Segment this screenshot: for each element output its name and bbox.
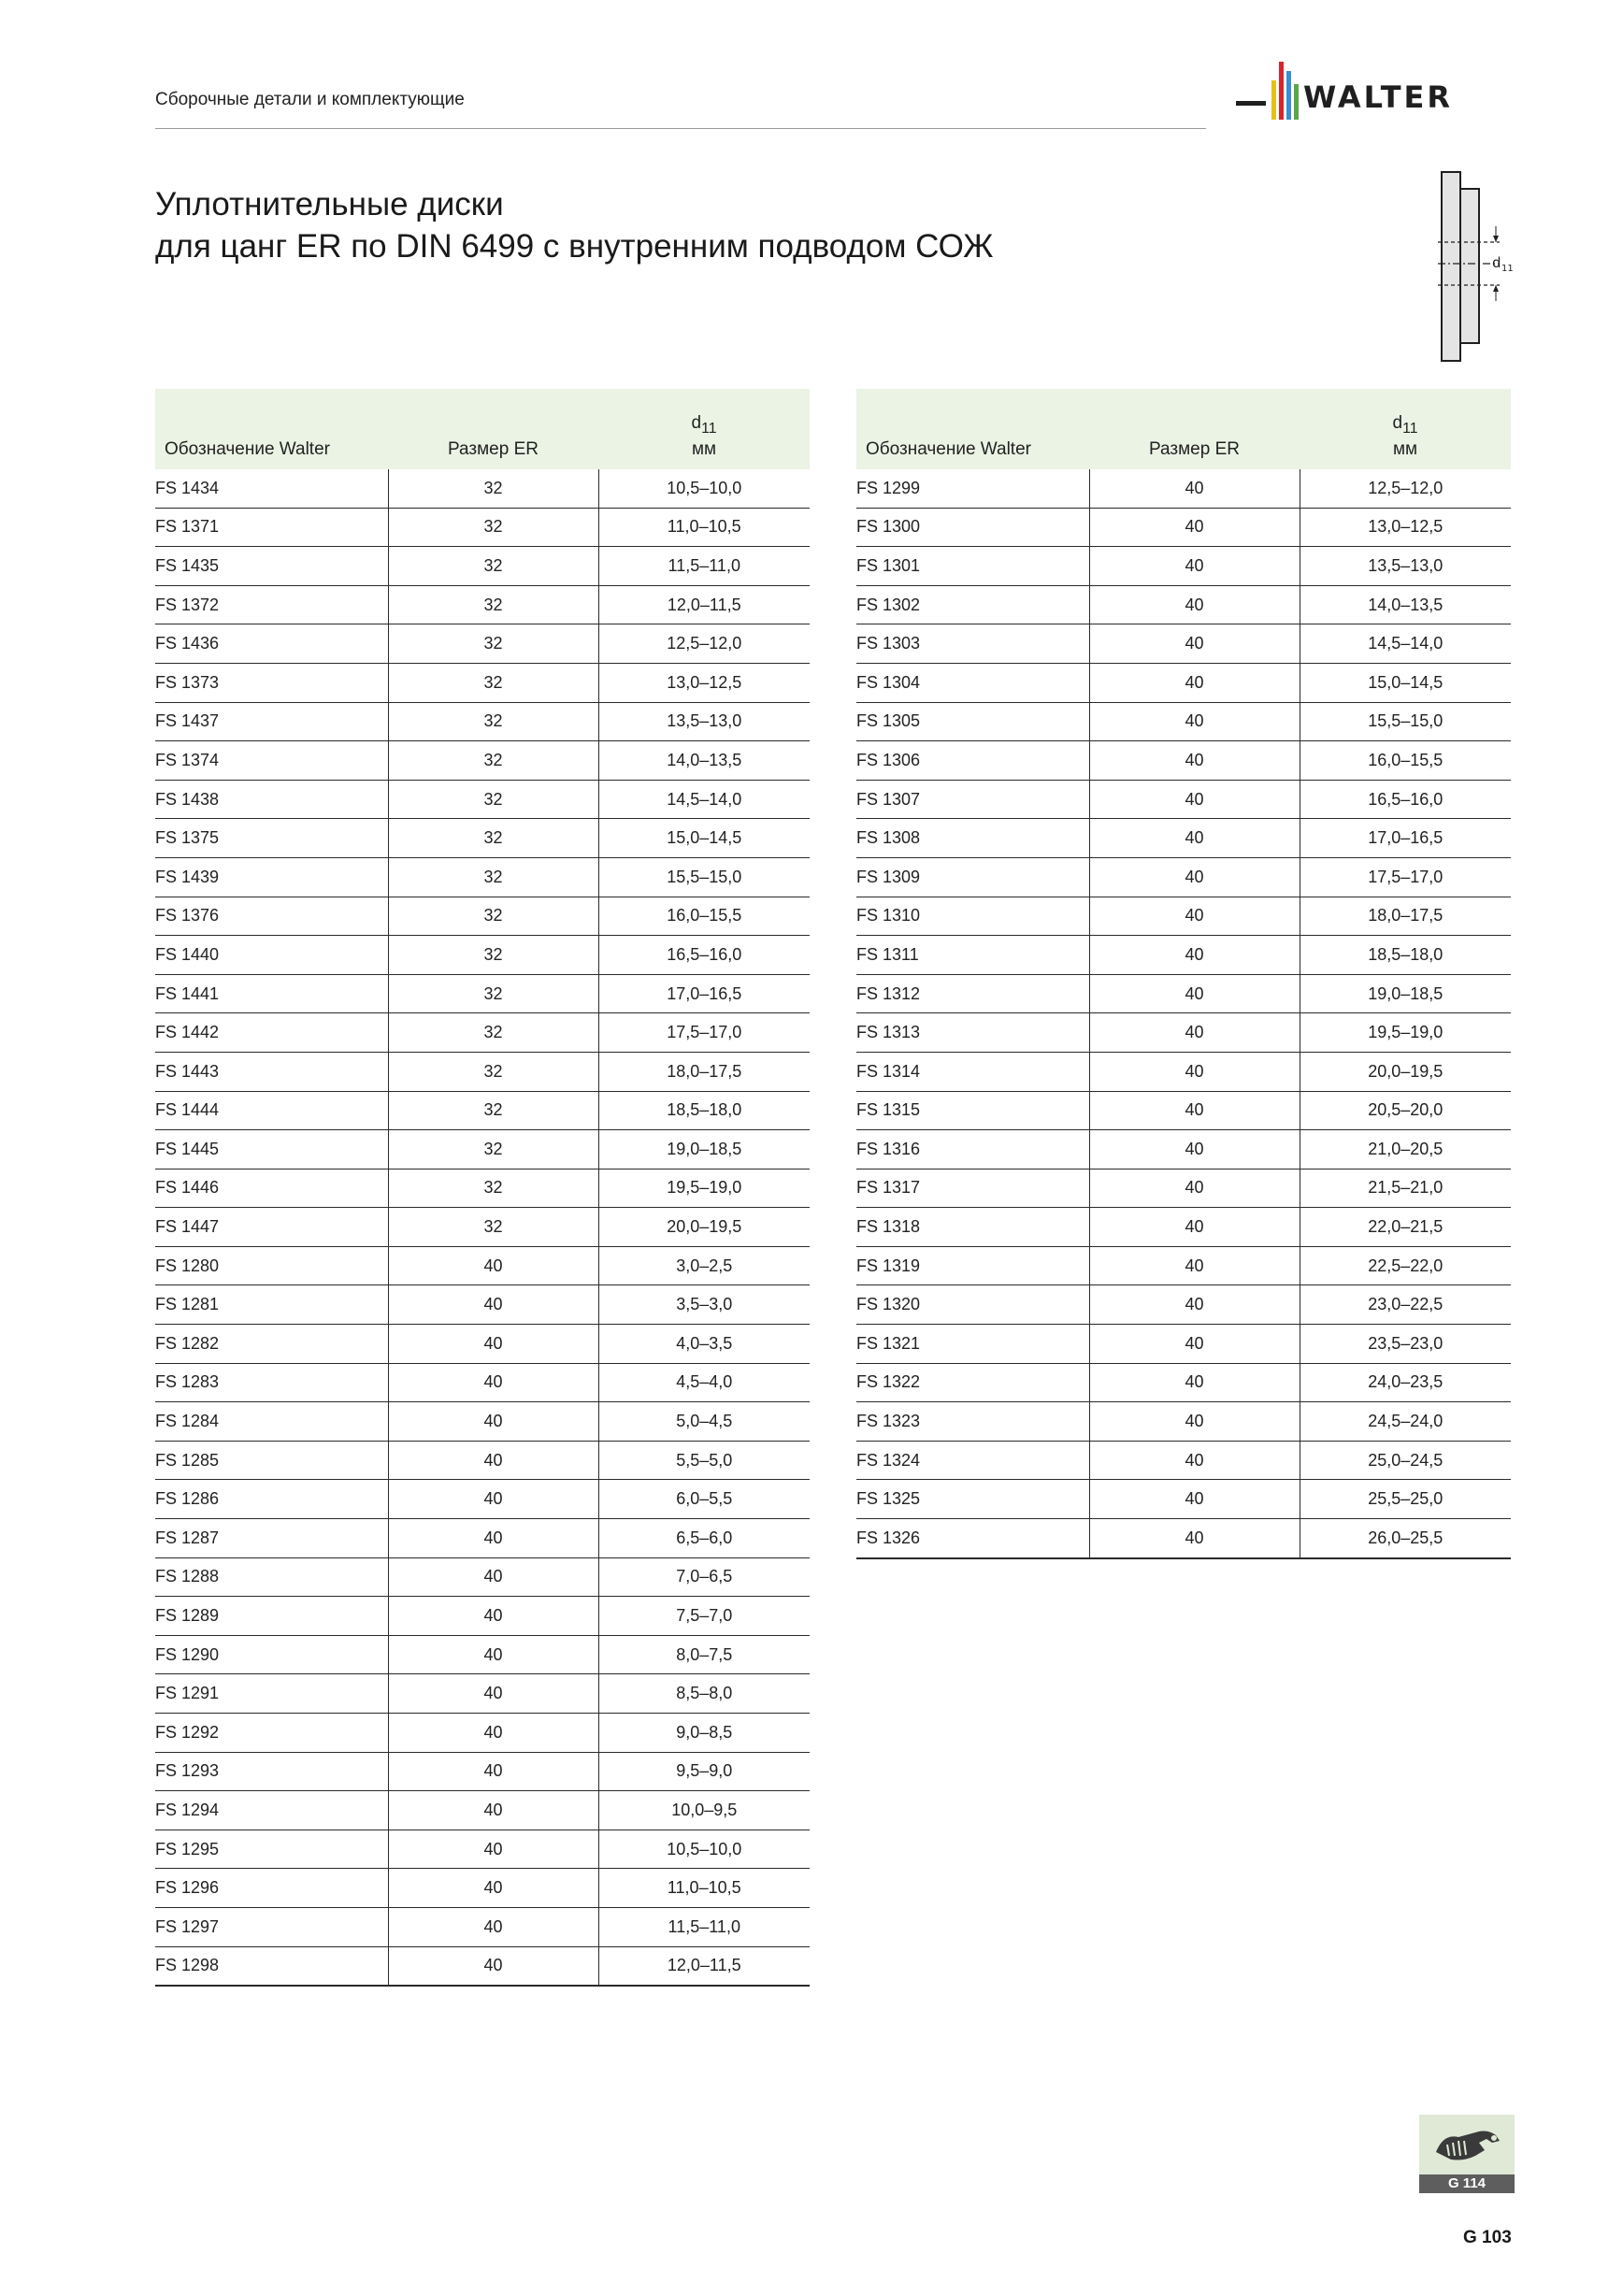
table-row bbox=[856, 547, 1511, 586]
table-row bbox=[155, 1363, 810, 1402]
cell-code: FS 1297 bbox=[155, 1907, 388, 1946]
cell-er-size: 40 bbox=[1089, 780, 1300, 819]
cell-code: FS 1305 bbox=[856, 702, 1089, 741]
cell-diameter: 12,5–12,0 bbox=[1300, 469, 1511, 508]
cell-diameter: 18,0–17,5 bbox=[598, 1052, 810, 1091]
cell-diameter: 17,0–16,5 bbox=[598, 974, 810, 1013]
cell-code: FS 1441 bbox=[155, 974, 388, 1013]
page-title bbox=[155, 183, 993, 267]
cell-er-size: 40 bbox=[1089, 624, 1300, 664]
cell-er-size: 40 bbox=[1089, 1246, 1300, 1285]
cell-code: FS 1317 bbox=[856, 1169, 1089, 1208]
table-row bbox=[856, 1519, 1511, 1558]
table-row bbox=[155, 1635, 810, 1674]
table-row bbox=[155, 1402, 810, 1442]
cell-er-size: 40 bbox=[1089, 1208, 1300, 1247]
cell-code: FS 1309 bbox=[856, 857, 1089, 897]
table-row bbox=[856, 1052, 1511, 1091]
cell-code: FS 1294 bbox=[155, 1791, 388, 1830]
cell-code: FS 1319 bbox=[856, 1246, 1089, 1285]
cell-er-size: 32 bbox=[388, 469, 598, 508]
cell-code: FS 1376 bbox=[155, 897, 388, 936]
table-row bbox=[856, 1013, 1511, 1053]
cell-diameter: 12,0–11,5 bbox=[598, 1946, 810, 1986]
cell-diameter: 14,0–13,5 bbox=[1300, 585, 1511, 624]
col-header-diameter-sub: 11 bbox=[1402, 421, 1418, 437]
cell-er-size: 32 bbox=[388, 741, 598, 781]
col-header-diameter-unit: мм bbox=[1392, 439, 1418, 459]
table-row bbox=[155, 1597, 810, 1636]
cell-diameter: 10,0–9,5 bbox=[598, 1791, 810, 1830]
page-number: G 103 bbox=[1463, 2228, 1512, 2247]
cell-er-size: 40 bbox=[1089, 974, 1300, 1013]
cell-er-size: 32 bbox=[388, 624, 598, 664]
cell-code: FS 1435 bbox=[155, 547, 388, 586]
cell-code: FS 1298 bbox=[155, 1946, 388, 1986]
cell-er-size: 40 bbox=[388, 1635, 598, 1674]
cell-diameter: 10,5–10,0 bbox=[598, 1830, 810, 1869]
table-row bbox=[155, 1519, 810, 1558]
table-row bbox=[856, 857, 1511, 897]
cell-er-size: 40 bbox=[388, 1480, 598, 1519]
walter-logo bbox=[1236, 60, 1516, 133]
cell-diameter: 16,5–16,0 bbox=[1300, 780, 1511, 819]
cell-er-size: 40 bbox=[388, 1674, 598, 1714]
table-row bbox=[155, 508, 810, 547]
cell-diameter: 14,5–14,0 bbox=[1300, 624, 1511, 664]
cell-code: FS 1304 bbox=[856, 663, 1089, 702]
cell-code: FS 1302 bbox=[856, 585, 1089, 624]
table-header-row bbox=[155, 389, 810, 469]
cell-diameter: 25,0–24,5 bbox=[1300, 1441, 1511, 1480]
cell-diameter: 5,5–5,0 bbox=[598, 1441, 810, 1480]
cell-er-size: 40 bbox=[388, 1597, 598, 1636]
cell-code: FS 1434 bbox=[155, 469, 388, 508]
cell-er-size: 40 bbox=[388, 1519, 598, 1558]
cell-er-size: 40 bbox=[1089, 1480, 1300, 1519]
cell-er-size: 32 bbox=[388, 547, 598, 586]
table-row bbox=[155, 1791, 810, 1830]
cell-diameter: 7,5–7,0 bbox=[598, 1597, 810, 1636]
table-header-row bbox=[856, 389, 1511, 469]
cell-code: FS 1436 bbox=[155, 624, 388, 664]
cell-er-size: 40 bbox=[388, 1869, 598, 1908]
table-row bbox=[856, 1208, 1511, 1247]
cell-diameter: 5,0–4,5 bbox=[598, 1402, 810, 1442]
tool-hand-icon bbox=[1430, 2124, 1503, 2165]
cell-diameter: 20,0–19,5 bbox=[1300, 1052, 1511, 1091]
cell-code: FS 1295 bbox=[155, 1830, 388, 1869]
cell-er-size: 40 bbox=[388, 1285, 598, 1325]
table-row bbox=[155, 1480, 810, 1519]
table-row bbox=[155, 897, 810, 936]
cell-diameter: 9,5–9,0 bbox=[598, 1752, 810, 1791]
cell-er-size: 32 bbox=[388, 702, 598, 741]
table-row bbox=[155, 1013, 810, 1053]
cell-diameter: 12,5–12,0 bbox=[598, 624, 810, 664]
table-row bbox=[856, 780, 1511, 819]
table-row bbox=[155, 702, 810, 741]
cell-code: FS 1318 bbox=[856, 1208, 1089, 1247]
table-row bbox=[155, 547, 810, 586]
table-row bbox=[856, 819, 1511, 858]
table-row bbox=[856, 936, 1511, 975]
cell-diameter: 8,5–8,0 bbox=[598, 1674, 810, 1714]
table-row bbox=[856, 1091, 1511, 1130]
cell-diameter: 4,5–4,0 bbox=[598, 1363, 810, 1402]
table-row bbox=[856, 974, 1511, 1013]
col-header-code: Обозначение Walter bbox=[155, 389, 388, 469]
col-header-diameter bbox=[1300, 389, 1511, 469]
col-header-diameter-unit: мм bbox=[691, 439, 717, 459]
cell-er-size: 40 bbox=[388, 1752, 598, 1791]
cell-diameter: 15,5–15,0 bbox=[598, 857, 810, 897]
table-row bbox=[155, 1130, 810, 1170]
cell-er-size: 32 bbox=[388, 936, 598, 975]
cell-diameter: 3,5–3,0 bbox=[598, 1285, 810, 1325]
cell-code: FS 1323 bbox=[856, 1402, 1089, 1442]
cell-code: FS 1303 bbox=[856, 624, 1089, 664]
col-header-diameter-symbol: d bbox=[1392, 413, 1403, 434]
table-row bbox=[155, 780, 810, 819]
table-row bbox=[155, 1869, 810, 1908]
title-line-1: Уплотнительные диски bbox=[155, 186, 504, 222]
cell-code: FS 1444 bbox=[155, 1091, 388, 1130]
col-header-size: Размер ER bbox=[388, 389, 598, 469]
cell-diameter: 21,0–20,5 bbox=[1300, 1130, 1511, 1170]
cell-code: FS 1445 bbox=[155, 1130, 388, 1170]
cell-er-size: 40 bbox=[1089, 1363, 1300, 1402]
cell-code: FS 1314 bbox=[856, 1052, 1089, 1091]
cell-diameter: 4,0–3,5 bbox=[598, 1325, 810, 1364]
cell-er-size: 32 bbox=[388, 1052, 598, 1091]
cell-er-size: 32 bbox=[388, 1013, 598, 1053]
seal-disc-diagram bbox=[1421, 170, 1524, 366]
table-row bbox=[155, 974, 810, 1013]
cell-diameter: 16,5–16,0 bbox=[598, 936, 810, 975]
cell-code: FS 1291 bbox=[155, 1674, 388, 1714]
cell-code: FS 1315 bbox=[856, 1091, 1089, 1130]
cell-diameter: 17,0–16,5 bbox=[1300, 819, 1511, 858]
cell-code: FS 1307 bbox=[856, 780, 1089, 819]
cell-code: FS 1310 bbox=[856, 897, 1089, 936]
cell-code: FS 1439 bbox=[155, 857, 388, 897]
cell-er-size: 40 bbox=[1089, 1285, 1300, 1325]
cell-diameter: 24,0–23,5 bbox=[1300, 1363, 1511, 1402]
table-row bbox=[155, 1285, 810, 1325]
cell-diameter: 20,5–20,0 bbox=[1300, 1091, 1511, 1130]
cell-code: FS 1326 bbox=[856, 1519, 1089, 1558]
cell-er-size: 40 bbox=[388, 1791, 598, 1830]
cell-diameter: 11,0–10,5 bbox=[598, 508, 810, 547]
cell-diameter: 22,0–21,5 bbox=[1300, 1208, 1511, 1247]
cell-code: FS 1285 bbox=[155, 1441, 388, 1480]
cell-er-size: 40 bbox=[1089, 819, 1300, 858]
cell-diameter: 12,0–11,5 bbox=[598, 585, 810, 624]
cell-er-size: 32 bbox=[388, 1091, 598, 1130]
cell-code: FS 1320 bbox=[856, 1285, 1089, 1325]
logo-wordmark: WALTER bbox=[1303, 79, 1454, 115]
cell-diameter: 19,5–19,0 bbox=[1300, 1013, 1511, 1053]
cell-code: FS 1289 bbox=[155, 1597, 388, 1636]
cell-diameter: 17,5–17,0 bbox=[1300, 857, 1511, 897]
cell-code: FS 1292 bbox=[155, 1714, 388, 1753]
cell-er-size: 40 bbox=[1089, 897, 1300, 936]
cell-code: FS 1373 bbox=[155, 663, 388, 702]
cell-code: FS 1313 bbox=[856, 1013, 1089, 1053]
cell-code: FS 1308 bbox=[856, 819, 1089, 858]
cell-code: FS 1306 bbox=[856, 741, 1089, 781]
cell-diameter: 11,5–11,0 bbox=[598, 1907, 810, 1946]
cell-diameter: 14,5–14,0 bbox=[598, 780, 810, 819]
cell-code: FS 1442 bbox=[155, 1013, 388, 1053]
cell-er-size: 40 bbox=[1089, 857, 1300, 897]
cell-er-size: 40 bbox=[1089, 1402, 1300, 1442]
cell-code: FS 1325 bbox=[856, 1480, 1089, 1519]
parts-table-left bbox=[155, 389, 810, 1987]
cell-code: FS 1312 bbox=[856, 974, 1089, 1013]
cell-diameter: 26,0–25,5 bbox=[1300, 1519, 1511, 1558]
cell-code: FS 1322 bbox=[856, 1363, 1089, 1402]
cell-diameter: 9,0–8,5 bbox=[598, 1714, 810, 1753]
cell-er-size: 40 bbox=[1089, 469, 1300, 508]
table-row bbox=[155, 1246, 810, 1285]
cell-code: FS 1290 bbox=[155, 1635, 388, 1674]
table-row bbox=[856, 702, 1511, 741]
cell-code: FS 1446 bbox=[155, 1169, 388, 1208]
cell-diameter: 15,0–14,5 bbox=[1300, 663, 1511, 702]
table-row bbox=[856, 1363, 1511, 1402]
table-row bbox=[856, 1130, 1511, 1170]
cell-code: FS 1299 bbox=[856, 469, 1089, 508]
cell-diameter: 18,5–18,0 bbox=[1300, 936, 1511, 975]
cell-diameter: 19,5–19,0 bbox=[598, 1169, 810, 1208]
table-row bbox=[155, 1325, 810, 1364]
cell-diameter: 8,0–7,5 bbox=[598, 1635, 810, 1674]
table-row bbox=[155, 663, 810, 702]
table-row bbox=[155, 1208, 810, 1247]
cell-code: FS 1375 bbox=[155, 819, 388, 858]
cell-diameter: 15,5–15,0 bbox=[1300, 702, 1511, 741]
table-row bbox=[155, 857, 810, 897]
cell-code: FS 1371 bbox=[155, 508, 388, 547]
cell-code: FS 1372 bbox=[155, 585, 388, 624]
cell-diameter: 6,5–6,0 bbox=[598, 1519, 810, 1558]
table-row bbox=[856, 1402, 1511, 1442]
cell-er-size: 40 bbox=[388, 1363, 598, 1402]
cell-code: FS 1296 bbox=[155, 1869, 388, 1908]
cell-code: FS 1300 bbox=[856, 508, 1089, 547]
cell-code: FS 1324 bbox=[856, 1441, 1089, 1480]
cell-diameter: 23,0–22,5 bbox=[1300, 1285, 1511, 1325]
cell-er-size: 40 bbox=[1089, 547, 1300, 586]
table-row bbox=[856, 1325, 1511, 1364]
cell-er-size: 40 bbox=[388, 1325, 598, 1364]
table-row bbox=[856, 1480, 1511, 1519]
table-row bbox=[155, 1441, 810, 1480]
reference-label: G 114 bbox=[1419, 2174, 1515, 2193]
reference-icon-box bbox=[1419, 2115, 1515, 2174]
cell-er-size: 40 bbox=[1089, 585, 1300, 624]
cell-er-size: 40 bbox=[388, 1714, 598, 1753]
cell-diameter: 3,0–2,5 bbox=[598, 1246, 810, 1285]
table-row bbox=[155, 1169, 810, 1208]
cell-code: FS 1282 bbox=[155, 1325, 388, 1364]
table-row bbox=[856, 1441, 1511, 1480]
cell-diameter: 13,5–13,0 bbox=[1300, 547, 1511, 586]
cell-diameter: 16,0–15,5 bbox=[598, 897, 810, 936]
table-row bbox=[155, 1091, 810, 1130]
table-row bbox=[155, 1752, 810, 1791]
cell-diameter: 15,0–14,5 bbox=[598, 819, 810, 858]
diagram-dim-sub: 11 bbox=[1501, 264, 1514, 274]
cell-er-size: 32 bbox=[388, 1169, 598, 1208]
cell-code: FS 1283 bbox=[155, 1363, 388, 1402]
cell-diameter: 16,0–15,5 bbox=[1300, 741, 1511, 781]
table-row bbox=[856, 1285, 1511, 1325]
cell-diameter: 17,5–17,0 bbox=[598, 1013, 810, 1053]
cell-diameter: 20,0–19,5 bbox=[598, 1208, 810, 1247]
cell-code: FS 1440 bbox=[155, 936, 388, 975]
table-row bbox=[155, 1052, 810, 1091]
cell-er-size: 40 bbox=[388, 1246, 598, 1285]
table-row bbox=[856, 1246, 1511, 1285]
cell-er-size: 40 bbox=[1089, 1325, 1300, 1364]
cell-diameter: 13,0–12,5 bbox=[1300, 508, 1511, 547]
section-label: Сборочные детали и комплектующие bbox=[155, 90, 465, 109]
cell-er-size: 32 bbox=[388, 974, 598, 1013]
table-row bbox=[856, 585, 1511, 624]
cell-er-size: 40 bbox=[1089, 741, 1300, 781]
cell-code: FS 1316 bbox=[856, 1130, 1089, 1170]
cell-er-size: 32 bbox=[388, 1208, 598, 1247]
cell-er-size: 32 bbox=[388, 857, 598, 897]
cell-code: FS 1438 bbox=[155, 780, 388, 819]
col-header-diameter-symbol: d bbox=[691, 413, 702, 434]
col-header-code: Обозначение Walter bbox=[856, 389, 1089, 469]
cell-diameter: 7,0–6,5 bbox=[598, 1557, 810, 1597]
reference-badge[interactable] bbox=[1419, 2115, 1515, 2193]
cell-diameter: 13,0–12,5 bbox=[598, 663, 810, 702]
title-line-2: для цанг ER по DIN 6499 с внутренним подводом СОЖ bbox=[155, 228, 994, 265]
header-divider bbox=[155, 128, 1206, 129]
cell-er-size: 40 bbox=[1089, 1091, 1300, 1130]
table-row bbox=[856, 897, 1511, 936]
cell-er-size: 40 bbox=[388, 1830, 598, 1869]
table-row bbox=[155, 819, 810, 858]
cell-er-size: 32 bbox=[388, 780, 598, 819]
cell-code: FS 1443 bbox=[155, 1052, 388, 1091]
table-row bbox=[155, 1830, 810, 1869]
cell-diameter: 23,5–23,0 bbox=[1300, 1325, 1511, 1364]
table-row bbox=[155, 585, 810, 624]
cell-er-size: 40 bbox=[388, 1907, 598, 1946]
cell-code: FS 1286 bbox=[155, 1480, 388, 1519]
cell-code: FS 1311 bbox=[856, 936, 1089, 975]
cell-er-size: 40 bbox=[1089, 702, 1300, 741]
table-row bbox=[856, 741, 1511, 781]
cell-code: FS 1281 bbox=[155, 1285, 388, 1325]
col-header-size: Размер ER bbox=[1089, 389, 1300, 469]
cell-er-size: 40 bbox=[388, 1557, 598, 1597]
cell-er-size: 40 bbox=[1089, 1052, 1300, 1091]
cell-diameter: 10,5–10,0 bbox=[598, 469, 810, 508]
cell-er-size: 40 bbox=[1089, 1519, 1300, 1558]
cell-code: FS 1321 bbox=[856, 1325, 1089, 1364]
cell-code: FS 1437 bbox=[155, 702, 388, 741]
cell-er-size: 32 bbox=[388, 508, 598, 547]
cell-er-size: 40 bbox=[1089, 1441, 1300, 1480]
table-row bbox=[155, 741, 810, 781]
cell-diameter: 18,0–17,5 bbox=[1300, 897, 1511, 936]
table-row bbox=[155, 936, 810, 975]
col-header-diameter-sub: 11 bbox=[701, 421, 717, 437]
table-row bbox=[856, 624, 1511, 664]
cell-code: FS 1284 bbox=[155, 1402, 388, 1442]
cell-diameter: 18,5–18,0 bbox=[598, 1091, 810, 1130]
table-row bbox=[155, 1714, 810, 1753]
parts-table-right bbox=[856, 389, 1511, 1559]
cell-er-size: 40 bbox=[388, 1441, 598, 1480]
table-row bbox=[155, 469, 810, 508]
cell-diameter: 11,0–10,5 bbox=[598, 1869, 810, 1908]
cell-diameter: 19,0–18,5 bbox=[598, 1130, 810, 1170]
cell-er-size: 40 bbox=[388, 1946, 598, 1986]
cell-diameter: 6,0–5,5 bbox=[598, 1480, 810, 1519]
cell-code: FS 1287 bbox=[155, 1519, 388, 1558]
cell-er-size: 40 bbox=[1089, 1130, 1300, 1170]
table-row bbox=[856, 663, 1511, 702]
table-row bbox=[155, 624, 810, 664]
cell-diameter: 24,5–24,0 bbox=[1300, 1402, 1511, 1442]
cell-diameter: 21,5–21,0 bbox=[1300, 1169, 1511, 1208]
table-row bbox=[155, 1907, 810, 1946]
cell-code: FS 1301 bbox=[856, 547, 1089, 586]
cell-diameter: 22,5–22,0 bbox=[1300, 1246, 1511, 1285]
table-row bbox=[856, 508, 1511, 547]
cell-diameter: 25,5–25,0 bbox=[1300, 1480, 1511, 1519]
cell-er-size: 32 bbox=[388, 819, 598, 858]
cell-er-size: 40 bbox=[1089, 663, 1300, 702]
cell-code: FS 1374 bbox=[155, 741, 388, 781]
cell-er-size: 40 bbox=[388, 1402, 598, 1442]
cell-code: FS 1447 bbox=[155, 1208, 388, 1247]
cell-diameter: 14,0–13,5 bbox=[598, 741, 810, 781]
cell-er-size: 40 bbox=[1089, 936, 1300, 975]
diagram-dim-label: d bbox=[1492, 254, 1501, 271]
cell-er-size: 32 bbox=[388, 585, 598, 624]
cell-er-size: 40 bbox=[1089, 508, 1300, 547]
cell-er-size: 40 bbox=[1089, 1013, 1300, 1053]
cell-diameter: 11,5–11,0 bbox=[598, 547, 810, 586]
cell-er-size: 32 bbox=[388, 1130, 598, 1170]
cell-er-size: 32 bbox=[388, 663, 598, 702]
cell-code: FS 1293 bbox=[155, 1752, 388, 1791]
col-header-diameter bbox=[598, 389, 810, 469]
cell-er-size: 40 bbox=[1089, 1169, 1300, 1208]
table-row bbox=[856, 469, 1511, 508]
table-row bbox=[155, 1946, 810, 1986]
table-row bbox=[856, 1169, 1511, 1208]
table-row bbox=[155, 1674, 810, 1714]
cell-code: FS 1288 bbox=[155, 1557, 388, 1597]
cell-er-size: 32 bbox=[388, 897, 598, 936]
cell-diameter: 13,5–13,0 bbox=[598, 702, 810, 741]
table-row bbox=[155, 1557, 810, 1597]
cell-code: FS 1280 bbox=[155, 1246, 388, 1285]
cell-diameter: 19,0–18,5 bbox=[1300, 974, 1511, 1013]
